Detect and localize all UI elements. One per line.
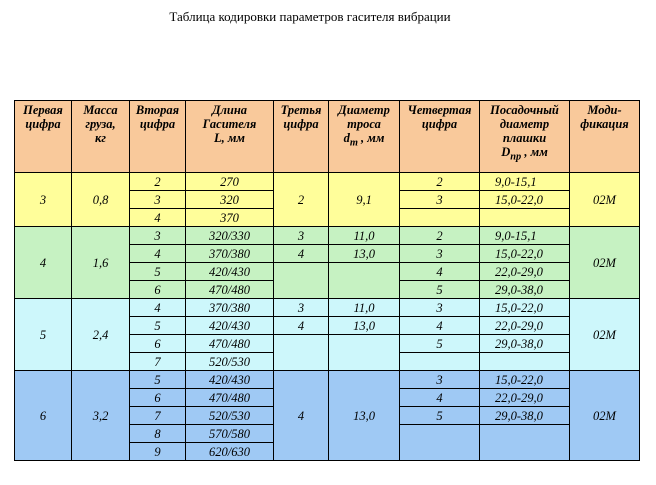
header-length: Длина Гасителя L, мм <box>186 101 274 173</box>
seat-diameter-cell: 15,0-22,0 <box>480 191 570 209</box>
length-cell: 470/480 <box>186 335 274 353</box>
fourth-digit-cell <box>400 353 480 371</box>
seat-diameter-cell: 29,0-38,0 <box>480 335 570 353</box>
length-cell: 420/430 <box>186 263 274 281</box>
second-digit-cell: 3 <box>130 191 186 209</box>
seat-diameter-cell: 15,0-22,0 <box>480 245 570 263</box>
second-digit-cell: 4 <box>130 245 186 263</box>
mass-cell: 2,4 <box>72 299 130 371</box>
fourth-digit-cell: 5 <box>400 335 480 353</box>
seat-diameter-cell: 9,0-15,1 <box>480 173 570 191</box>
seat-diameter-cell: 15,0-22,0 <box>480 371 570 389</box>
second-digit-cell: 4 <box>130 299 186 317</box>
mass-cell: 1,6 <box>72 227 130 299</box>
modification-cell: 02М <box>570 227 640 299</box>
third-digit-cell: 4 <box>274 317 329 335</box>
coding-table <box>14 100 640 461</box>
header-first-digit: Первая цифра <box>15 101 72 173</box>
seat-diameter-cell: 22,0-29,0 <box>480 263 570 281</box>
length-cell: 470/480 <box>186 281 274 299</box>
third-digit-cell: 3 <box>274 299 329 317</box>
fourth-digit-cell <box>400 209 480 227</box>
rope-diameter-cell: 13,0 <box>329 371 400 461</box>
length-cell: 320 <box>186 191 274 209</box>
third-digit-cell <box>274 335 329 371</box>
fourth-digit-cell: 4 <box>400 389 480 407</box>
fourth-digit-cell: 4 <box>400 263 480 281</box>
rope-diameter-cell: 9,1 <box>329 173 400 227</box>
second-digit-cell: 4 <box>130 209 186 227</box>
mass-cell: 0,8 <box>72 173 130 227</box>
fourth-digit-cell: 3 <box>400 371 480 389</box>
second-digit-cell: 3 <box>130 227 186 245</box>
rope-diameter-cell <box>329 335 400 371</box>
length-cell: 320/330 <box>186 227 274 245</box>
seat-diameter-cell: 22,0-29,0 <box>480 389 570 407</box>
length-cell: 270 <box>186 173 274 191</box>
length-cell: 520/530 <box>186 353 274 371</box>
fourth-digit-cell: 3 <box>400 299 480 317</box>
rope-diameter-cell: 13,0 <box>329 245 400 263</box>
header-fourth-digit: Четвертая цифра <box>400 101 480 173</box>
modification-cell: 02М <box>570 173 640 227</box>
fourth-digit-cell: 2 <box>400 173 480 191</box>
length-cell: 620/630 <box>186 443 274 461</box>
table-row <box>15 227 640 245</box>
second-digit-cell: 8 <box>130 425 186 443</box>
header-rope-diameter: Диаметр троса $d_m$ , мм <box>329 101 400 173</box>
rope-diameter-cell: 13,0 <box>329 317 400 335</box>
fourth-digit-cell: 5 <box>400 407 480 425</box>
second-digit-cell: 2 <box>130 173 186 191</box>
length-cell: 370/380 <box>186 245 274 263</box>
table-row <box>15 173 640 191</box>
seat-diameter-cell: 9,0-15,1 <box>480 227 570 245</box>
header-second-digit: Вторая цифра <box>130 101 186 173</box>
header-modification: Моди- фикация <box>570 101 640 173</box>
header-mass: Масса груза, кг <box>72 101 130 173</box>
fourth-digit-cell: 2 <box>400 227 480 245</box>
header-row <box>15 101 640 173</box>
second-digit-cell: 9 <box>130 443 186 461</box>
rope-diameter-cell: 11,0 <box>329 227 400 245</box>
seat-diameter-cell: 22,0-29,0 <box>480 317 570 335</box>
length-cell: 420/430 <box>186 317 274 335</box>
third-digit-cell: 4 <box>274 371 329 461</box>
rope-diameter-cell <box>329 263 400 299</box>
second-digit-cell: 6 <box>130 335 186 353</box>
length-cell: 370 <box>186 209 274 227</box>
first-digit-cell: 6 <box>15 371 72 461</box>
header-seat-diameter: Посадочный диаметр плашки $D_{пр}$ , мм <box>480 101 570 173</box>
seat-diameter-cell <box>480 353 570 371</box>
second-digit-cell: 7 <box>130 407 186 425</box>
second-digit-cell: 7 <box>130 353 186 371</box>
first-digit-cell: 5 <box>15 299 72 371</box>
length-cell: 370/380 <box>186 299 274 317</box>
length-cell: 570/580 <box>186 425 274 443</box>
modification-cell: 02М <box>570 371 640 461</box>
fourth-digit-cell: 3 <box>400 245 480 263</box>
second-digit-cell: 6 <box>130 281 186 299</box>
third-digit-cell: 2 <box>274 173 329 227</box>
third-digit-cell: 3 <box>274 227 329 245</box>
page-title: Таблица кодировки параметров гасителя вибрации <box>169 9 451 24</box>
mass-cell: 3,2 <box>72 371 130 461</box>
table-row <box>15 299 640 317</box>
third-digit-cell: 4 <box>274 245 329 263</box>
seat-diameter-cell <box>480 425 570 461</box>
length-cell: 420/430 <box>186 371 274 389</box>
second-digit-cell: 5 <box>130 371 186 389</box>
first-digit-cell: 3 <box>15 173 72 227</box>
length-cell: 520/530 <box>186 407 274 425</box>
second-digit-cell: 5 <box>130 317 186 335</box>
second-digit-cell: 6 <box>130 389 186 407</box>
rope-diameter-cell: 11,0 <box>329 299 400 317</box>
length-cell: 470/480 <box>186 389 274 407</box>
fourth-digit-cell: 3 <box>400 191 480 209</box>
header-third-digit: Третья цифра <box>274 101 329 173</box>
seat-diameter-cell <box>480 209 570 227</box>
seat-diameter-cell: 29,0-38,0 <box>480 407 570 425</box>
fourth-digit-cell: 4 <box>400 317 480 335</box>
modification-cell: 02М <box>570 299 640 371</box>
first-digit-cell: 4 <box>15 227 72 299</box>
seat-diameter-cell: 29,0-38,0 <box>480 281 570 299</box>
table-row <box>15 371 640 389</box>
fourth-digit-cell <box>400 425 480 461</box>
second-digit-cell: 5 <box>130 263 186 281</box>
third-digit-cell <box>274 263 329 299</box>
seat-diameter-cell: 15,0-22,0 <box>480 299 570 317</box>
fourth-digit-cell: 5 <box>400 281 480 299</box>
